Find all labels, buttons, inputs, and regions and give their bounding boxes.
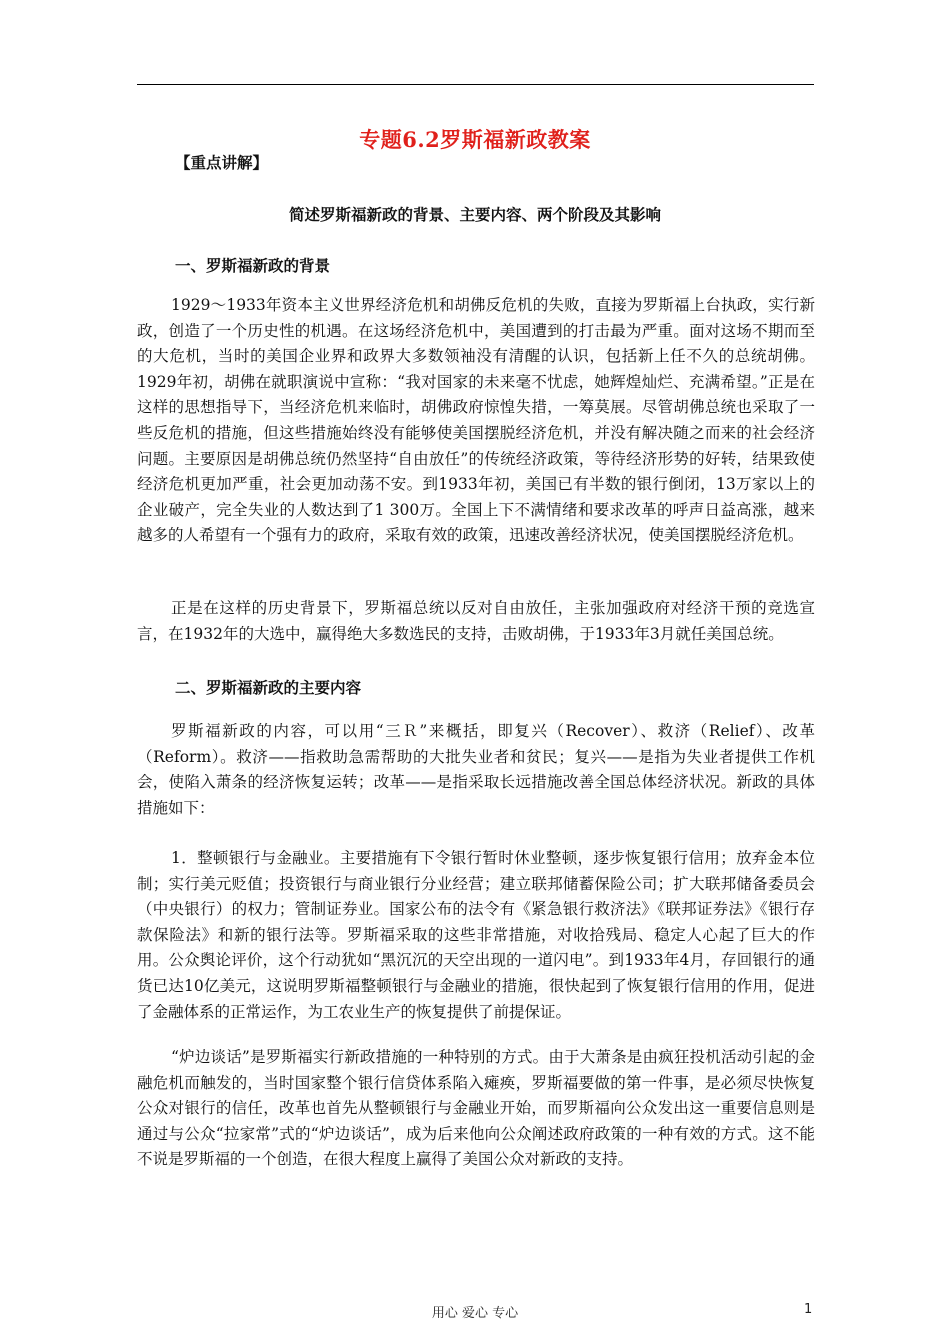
paragraph-fireside-chats: “炉边谈话”是罗斯福实行新政措施的一种特别的方式。由于大萧条是由疯狂投机活动引起的金融危机而触发的，当时国家整个银行信贷体系陷入瘫痪，罗斯福要做的第一件事，是必须尽快恢复公众对银行的信任，改革也首先从整顿银行与金融业开始，而罗斯福向公众发出这一重要信息则是通过与公众“拉家常”式的“炉边谈话”，成为后来他向公众阐述政府政策的一种有效的方式。这不能不说是罗斯福的一个创造，在很大程度上赢得了美国公众对新政的支持。 bbox=[137, 1048, 815, 1169]
paragraph-background: 1929～1933年资本主义世界经济危机和胡佛反危机的失败，直接为罗斯福上台执政，实行新政，创造了一个历史性的机遇。在这场经济危机中，美国遭到的打击最为严重。面对这场不期而至的大危机，当时的美国企业界和政界大多数领袖没有清醒的认识，包括新上任不久的总统胡佛。1929年初，胡佛在就职演说中宣称：“我对国家的未来毫不忧虑，她辉煌灿烂、充满希望。”正是在这样的思想指导下，当经济危机来临时，胡佛政府惊惶失措，一筹莫展。尽管胡佛总统也采取了一些反危机的措施，但这些措施始终没有能够使美国摆脱经济危机，并没有解决随之而来的社会经济问题。主要原因是胡佛总统仍然坚持“自由放任”的传统经济政策，等待经济形势的好转，结果致使经济危机更加严重，社会更加动荡不安。到1933年初，美国已有半数的银行倒闭，13万家以上的企业破产，完全失业的人数达到了1 300万。全国上下不满情绪和要求改革的呼声日益高涨，越来越多的人希望有一个强有力的政府，采取有效的政策，迅速改善经济状况，使美国摆脱经济危机。 bbox=[137, 296, 815, 545]
page-number: 1 bbox=[804, 1302, 813, 1317]
paragraph-three-r: 罗斯福新政的内容，可以用“三Ｒ”来概括，即复兴（Recover）、救济（Relief）、改革（Reform）。救济——指救助急需帮助的大批失业者和贫民；复兴——是指为失业者提供工作机会，使陷入萧条的经济恢复运转；改革——是指采取长远措施改善全国总体经济状况。新政的具体措施如下： bbox=[137, 722, 815, 817]
heading-main-content: 二、罗斯福新政的主要内容 bbox=[175, 678, 362, 697]
section-label: 【重点讲解】 bbox=[175, 153, 269, 172]
paragraph-election: 正是在这样的历史背景下，罗斯福总统以反对自由放任，主张加强政府对经济干预的竞选宣言，在1932年的大选中，赢得绝大多数选民的支持，击败胡佛，于1933年3月就任美国总统。 bbox=[137, 599, 815, 643]
paragraph-banking-reform: 1．整顿银行与金融业。主要措施有下令银行暂时休业整顿，逐步恢复银行信用；放弃金本位制；实行美元贬值；投资银行与商业银行分业经营；建立联邦储蓄保险公司；扩大联邦储备委员会（中央银行）的权力；管制证券业。国家公布的法令有《紧急银行救济法》《联邦证券法》《银行存款保险法》和新的银行法等。罗斯福采取的这些非常措施，对收拾残局、稳定人心起了巨大的作用。公众舆论评价，这个行动犹如“黑沉沉的天空出现的一道闪电”。到1933年4月，存回银行的通货已达10亿美元，这说明罗斯福整顿银行与金融业的措施，很快起到了恢复银行信用的作用，促进了金融体系的正常运作，为工农业生产的恢复提供了前提保证。 bbox=[137, 849, 815, 1021]
header-rule bbox=[137, 84, 814, 85]
document-subtitle: 简述罗斯福新政的背景、主要内容、两个阶段及其影响 bbox=[288, 205, 661, 224]
document-title: 专题6.2罗斯福新政教案 bbox=[359, 127, 591, 152]
footer-motto: 用心 爱心 专心 bbox=[431, 1306, 519, 1321]
heading-background: 一、罗斯福新政的背景 bbox=[175, 256, 331, 275]
